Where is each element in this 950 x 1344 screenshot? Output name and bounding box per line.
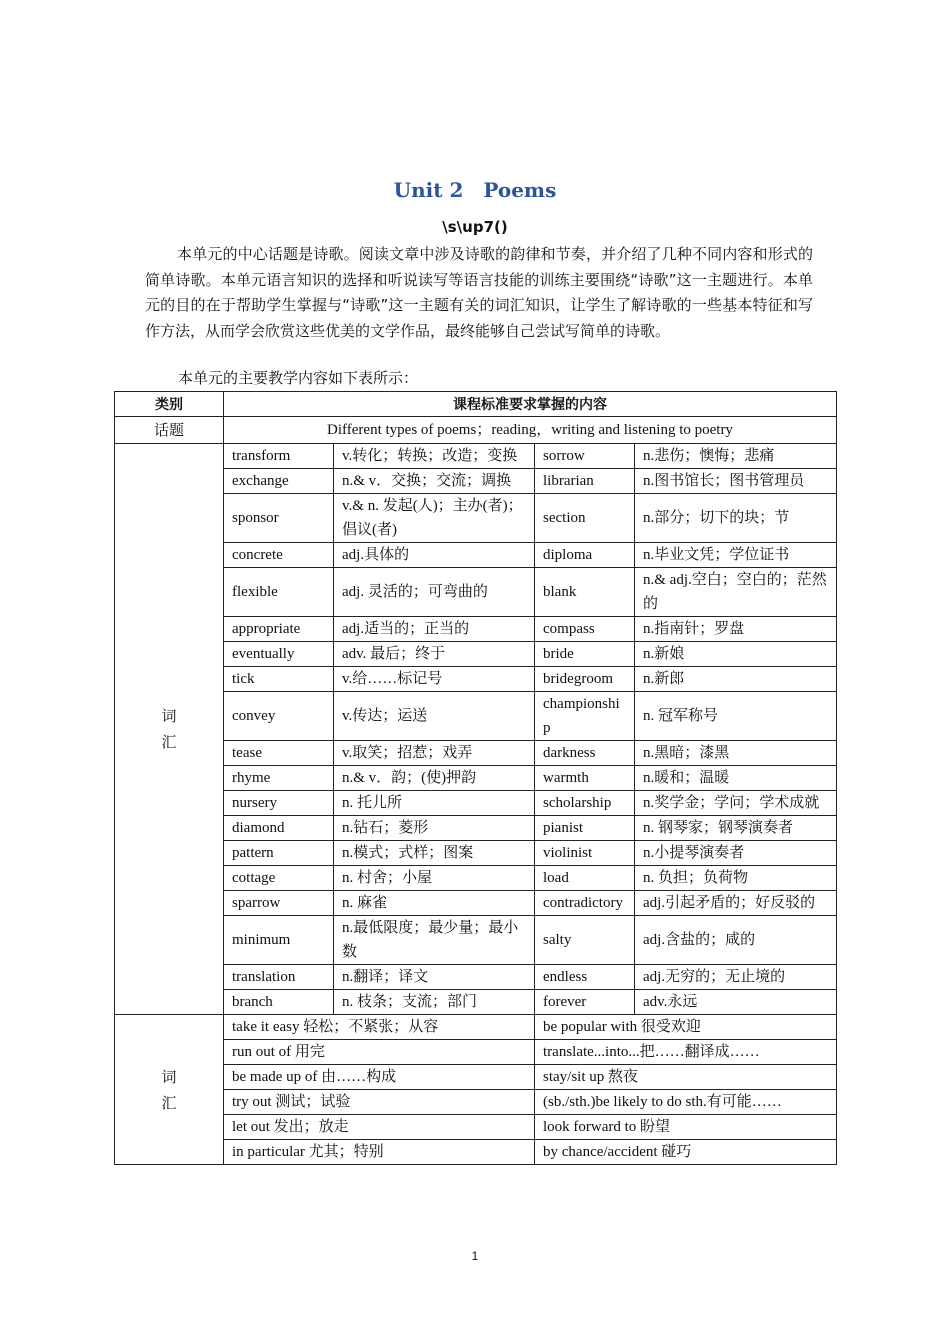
vocab-meaning: n.新郎 [635, 667, 837, 692]
vocab-meaning: adj. 灵活的；可弯曲的 [334, 568, 535, 617]
header-content: 课程标准要求掌握的内容 [224, 392, 837, 417]
vocab-word: transform [224, 444, 334, 469]
vocab-meaning: n. 村舍；小屋 [334, 866, 535, 891]
vocab-word: concrete [224, 543, 334, 568]
vocab-meaning: n.暖和；温暖 [635, 766, 837, 791]
vocab-row [115, 444, 837, 469]
vocab-word: convey [224, 692, 334, 741]
vocab-row [115, 891, 837, 916]
vocab-meaning: adv. 最后；终于 [334, 642, 535, 667]
vocab-meaning: n. 枝条；支流；部门 [334, 990, 535, 1015]
page-title: Unit 2 Poems [393, 178, 557, 202]
phrase-item: stay/sit up 熬夜 [535, 1065, 837, 1090]
vocab-meaning: n.毕业文凭；学位证书 [635, 543, 837, 568]
vocab-meaning: v.转化；转换；改造；变换 [334, 444, 535, 469]
vocab-word: sparrow [224, 891, 334, 916]
vocab-meaning: adj.无穷的；无止境的 [635, 965, 837, 990]
vocab-row [115, 469, 837, 494]
vocab-meaning: adj.具体的 [334, 543, 535, 568]
header-category: 类别 [115, 392, 224, 417]
phrase-row [115, 1115, 837, 1140]
phrase-item: in particular 尤其；特别 [224, 1140, 535, 1165]
vocab-word: tease [224, 741, 334, 766]
vocab-meaning: n. 麻雀 [334, 891, 535, 916]
vocab-row [115, 494, 837, 543]
vocab-row [115, 692, 837, 741]
phrase-item: let out 发出；放走 [224, 1115, 535, 1140]
topic-text: Different types of poems；reading，writing and listening to poetry [224, 417, 837, 444]
vocab-word: minimum [224, 916, 334, 965]
vocab-meaning: n.奖学金；学问；学术成就 [635, 791, 837, 816]
vocab-row [115, 568, 837, 617]
phrase-item: be popular with 很受欢迎 [535, 1015, 837, 1040]
vocab-row [115, 617, 837, 642]
vocab-word: darkness [535, 741, 635, 766]
phrase-item: try out 测试；试验 [224, 1090, 535, 1115]
vocab-row [115, 741, 837, 766]
vocab-meaning: v.取笑；招惹；戏弄 [334, 741, 535, 766]
vocab-row [115, 667, 837, 692]
phrase-row [115, 1040, 837, 1065]
vocab-meaning: n. 钢琴家；钢琴演奏者 [635, 816, 837, 841]
vocab-meaning: n.翻译；译文 [334, 965, 535, 990]
vocab-meaning: n.& v．交换；交流；调换 [334, 469, 535, 494]
vocab-meaning: n.部分；切下的块；节 [635, 494, 837, 543]
vocab-word: contradictory [535, 891, 635, 916]
vocab-word: bride [535, 642, 635, 667]
vocab-row [115, 642, 837, 667]
vocab-word: section [535, 494, 635, 543]
vocab-meaning: adv.永远 [635, 990, 837, 1015]
phrase-item: run out of 用完 [224, 1040, 535, 1065]
phrase-item: take it easy 轻松；不紧张；从容 [224, 1015, 535, 1040]
vocab-word: tick [224, 667, 334, 692]
vocab-word: pianist [535, 816, 635, 841]
vocab-meaning: adj.含盐的；咸的 [635, 916, 837, 965]
vocab-meaning: v.给……标记号 [334, 667, 535, 692]
vocab-meaning: n. 负担；负荷物 [635, 866, 837, 891]
vocab-word: salty [535, 916, 635, 965]
phrase-item: be made up of 由……构成 [224, 1065, 535, 1090]
vocab-word: compass [535, 617, 635, 642]
topic-label: 话题 [115, 417, 224, 444]
vocab-word: eventually [224, 642, 334, 667]
vocab-word: translation [224, 965, 334, 990]
table-lead-text: 本单元的主要教学内容如下表所示： [178, 369, 419, 387]
intro-paragraph: 本单元的中心话题是诗歌。阅读文章中涉及诗歌的韵律和节奏，并介绍了几种不同内容和形式的简单诗歌。本单元语言知识的选择和听说读写等语言技能的训练主要围绕“诗歌”这一主题进行。本单元的目的在于帮助学生掌握与“诗歌”这一主题有关的词汇知识，让学生了解诗歌的一些基本特征和写作方法，从而学会欣赏这些优美的文学作品，最终能够自己尝试写简单的诗歌。 [145, 245, 813, 340]
vocab-meaning: n. 托儿所 [334, 791, 535, 816]
vocab-row [115, 841, 837, 866]
vocab-word: load [535, 866, 635, 891]
vocab-meaning: v.& n. 发起(人)；主办(者)；倡议(者) [334, 494, 535, 543]
vocab-word: flexible [224, 568, 334, 617]
vocab-word: scholarship [535, 791, 635, 816]
phrase-item: look forward to 盼望 [535, 1115, 837, 1140]
page-number: 1 [471, 1249, 479, 1263]
vocab-meaning: n.模式；式样；图案 [334, 841, 535, 866]
vocab-word: pattern [224, 841, 334, 866]
vocab-meaning: n. 冠军称号 [635, 692, 837, 741]
vocab-word: violinist [535, 841, 635, 866]
vocab-meaning: n.小提琴演奏者 [635, 841, 837, 866]
vocab-word: diploma [535, 543, 635, 568]
vocab-word: librarian [535, 469, 635, 494]
vocab-word: blank [535, 568, 635, 617]
vocab-meaning: n.图书馆长；图书管理员 [635, 469, 837, 494]
phrase-item: by chance/accident 碰巧 [535, 1140, 837, 1165]
vocab-row [115, 916, 837, 965]
vocab-meaning: n.最低限度；最少量；最小数 [334, 916, 535, 965]
vocab-meaning: n.& v．韵；(使)押韵 [334, 766, 535, 791]
phrase-item: (sb./sth.)be likely to do sth.有可能…… [535, 1090, 837, 1115]
vocab-meaning: v.传达；运送 [334, 692, 535, 741]
vocab-word: warmth [535, 766, 635, 791]
vocab-meaning: adj.引起矛盾的；好反驳的 [635, 891, 837, 916]
vocab-meaning: n.悲伤；懊悔；悲痛 [635, 444, 837, 469]
content-table [114, 391, 837, 1165]
phrase-row [115, 1140, 837, 1165]
vocab-word: endless [535, 965, 635, 990]
phrase-row [115, 1065, 837, 1090]
vocab-row [115, 816, 837, 841]
vocab-meaning: n.钻石；菱形 [334, 816, 535, 841]
table-header-row [115, 392, 837, 417]
vocab-word: rhyme [224, 766, 334, 791]
vocab-word: branch [224, 990, 334, 1015]
vocab-category-label: 词 汇 [115, 444, 224, 1015]
vocab-word: nursery [224, 791, 334, 816]
vocab-word: sorrow [535, 444, 635, 469]
vocab-word: diamond [224, 816, 334, 841]
vocab-word: sponsor [224, 494, 334, 543]
vocab-word: exchange [224, 469, 334, 494]
vocab-meaning: n.& adj.空白；空白的；茫然的 [635, 568, 837, 617]
vocab-word: bridegroom [535, 667, 635, 692]
vocab-row [115, 791, 837, 816]
vocab-word: appropriate [224, 617, 334, 642]
vocab-row [115, 965, 837, 990]
vocab-row [115, 866, 837, 891]
vocab-row [115, 990, 837, 1015]
vocab-meaning: adj.适当的；正当的 [334, 617, 535, 642]
vocab-word: forever [535, 990, 635, 1015]
vocab-meaning: n.指南针；罗盘 [635, 617, 837, 642]
vocab-row [115, 543, 837, 568]
vocab-row [115, 766, 837, 791]
vocab-word: cottage [224, 866, 334, 891]
phrase-row [115, 1015, 837, 1040]
vocab-meaning: n.新娘 [635, 642, 837, 667]
phrase-item: translate...into...把……翻译成…… [535, 1040, 837, 1065]
vocab-word: championship [535, 692, 635, 741]
phrase-category-label: 词 汇 [115, 1015, 224, 1165]
phrase-row [115, 1090, 837, 1115]
page-subtitle: \s\up7() [442, 218, 508, 236]
topic-row [115, 417, 837, 444]
vocab-meaning: n.黑暗；漆黑 [635, 741, 837, 766]
